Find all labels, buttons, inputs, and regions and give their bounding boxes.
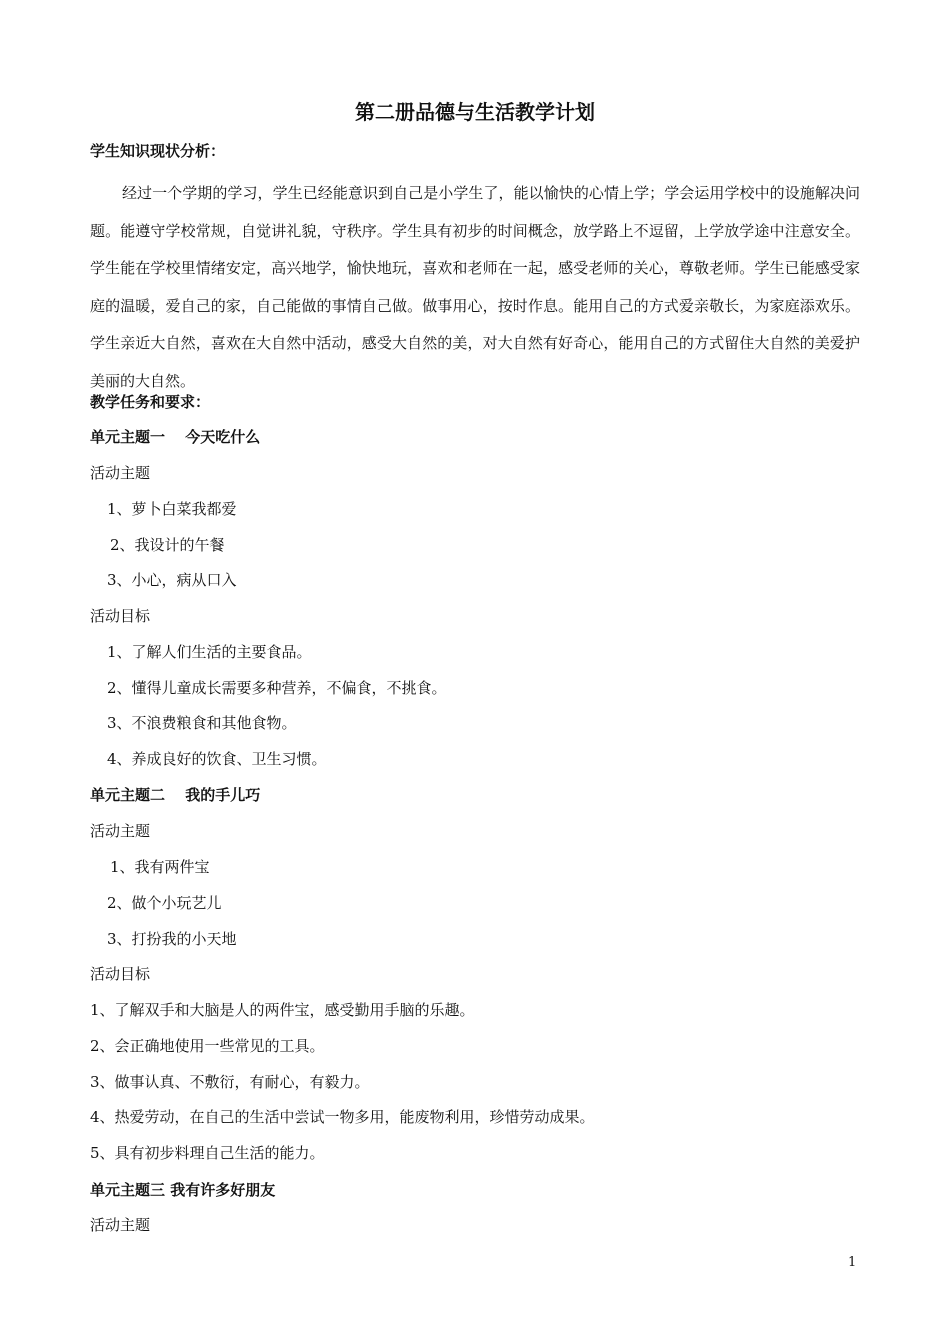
unit2-topic-item: 3、打扮我的小天地: [107, 930, 237, 948]
unit3-heading: 单元主题三 我有许多好朋友: [90, 1181, 276, 1199]
unit3-topics-label: 活动主题: [90, 1216, 151, 1234]
unit2-topics-label: 活动主题: [90, 822, 151, 840]
tasks-heading: 教学任务和要求：: [90, 393, 211, 411]
analysis-heading: 学生知识现状分析：: [90, 142, 226, 160]
unit2-goals-label: 活动目标: [90, 965, 151, 983]
unit1-topic-item: 1、萝卜白菜我都爱: [107, 500, 237, 518]
unit1-topics-label: 活动主题: [90, 464, 151, 482]
unit2-topic-item: 2、做个小玩艺儿: [107, 894, 222, 912]
unit2-goal-item: 3、做事认真、不敷衍，有耐心，有毅力。: [90, 1073, 370, 1091]
document-title: 第二册品德与生活教学计划: [355, 100, 595, 124]
unit2-goal-item: 2、会正确地使用一些常见的工具。: [90, 1037, 325, 1055]
unit1-topic-item: 2、我设计的午餐: [110, 536, 225, 554]
unit1-goal-item: 2、懂得儿童成长需要多种营养，不偏食，不挑食。: [107, 679, 447, 697]
unit2-goal-item: 4、热爱劳动，在自己的生活中尝试一物多用，能废物利用，珍惜劳动成果。: [90, 1108, 595, 1126]
unit2-goal-item: 1、了解双手和大脑是人的两件宝，感受勤用手脑的乐趣。: [90, 1001, 475, 1019]
page-number: 1: [848, 1255, 857, 1270]
unit1-goal-item: 4、养成良好的饮食、卫生习惯。: [107, 750, 327, 768]
unit2-heading: 单元主题二 我的手儿巧: [90, 786, 261, 804]
unit1-goals-label: 活动目标: [90, 607, 151, 625]
unit1-goal-item: 1、了解人们生活的主要食品。: [107, 643, 312, 661]
unit1-topic-item: 3、小心，病从口入: [107, 571, 237, 589]
unit1-heading: 单元主题一 今天吃什么: [90, 428, 261, 446]
unit2-topic-item: 1、我有两件宝: [110, 858, 210, 876]
unit1-goal-item: 3、不浪费粮食和其他食物。: [107, 714, 297, 732]
unit2-goal-item: 5、具有初步料理自己生活的能力。: [90, 1144, 325, 1162]
analysis-paragraph: 经过一个学期的学习，学生已经能意识到自己是小学生了，能以愉快的心情上学；学会运用学校中的设施解决问题。能遵守学校常规，自觉讲礼貌，守秩序。学生具有初步的时间概念，放学路上不逗留，上学放学途中注意安全。学生能在学校里情绪安定，高兴地学，愉快地玩，喜欢和老师在一起，感受老师的关心，尊敬老师。学生已能感受家庭的温暖，爱自己的家，自己能做的事情自己做。做事用心，按时作息。能用自己的方式爱亲敬长，为家庭添欢乐。学生亲近大自然，喜欢在大自然中活动，感受大自然的美，对大自然有好奇心，能用自己的方式留住大自然的美爱护美丽的大自然。: [90, 184, 860, 390]
